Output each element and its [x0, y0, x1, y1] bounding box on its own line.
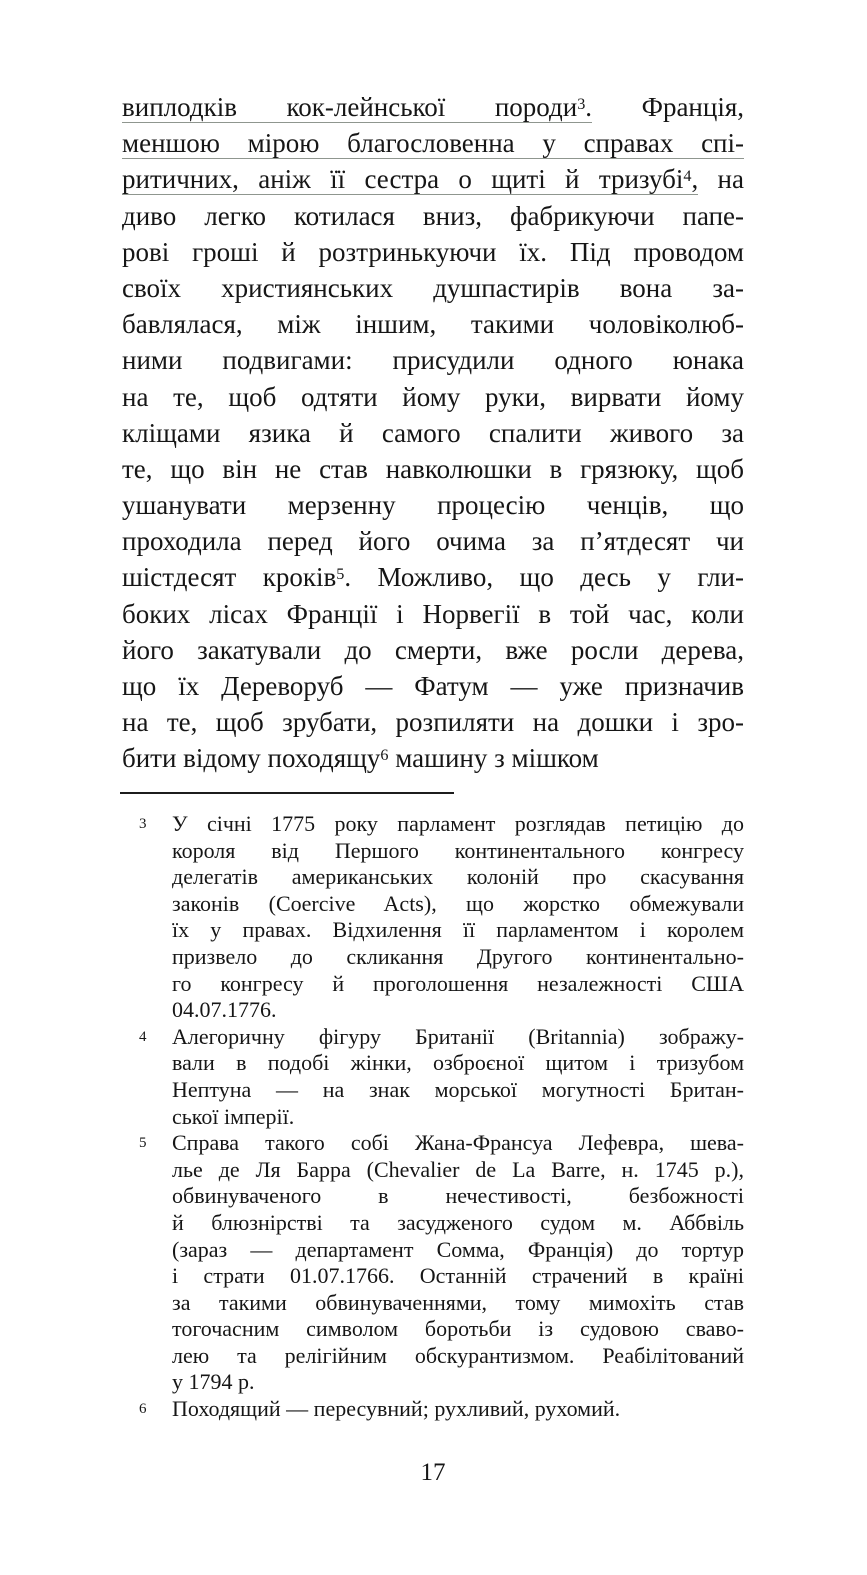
- text-segment: кліщами язика й самого спалити живого за: [122, 417, 744, 448]
- text-segment: машину з мішком: [388, 743, 599, 774]
- footnote-line: лье де Ля Барра (Chevalier de La Barre, н. 1745 р.),: [172, 1156, 744, 1182]
- body-line: [122, 306, 744, 342]
- footnote-reference: 6: [380, 746, 389, 765]
- body-line: [122, 596, 744, 632]
- text-segment: на те, щоб одтяти йому руки, вирвати йому: [122, 381, 744, 412]
- text-segment: те, що він не став навколюшки в грязюку, щоб: [122, 453, 744, 484]
- footnote-line: за такими обвинуваченнями, тому мимохіть став: [172, 1289, 744, 1315]
- footnote-line: го конгресу й проголошення незалежності США: [172, 970, 744, 996]
- footnote-line: (зараз — департамент Сомма, Франція) до тортур: [172, 1236, 744, 1262]
- text-segment: ушанувати мерзенну процесію ченців, що: [122, 490, 744, 521]
- body-line: [122, 379, 744, 415]
- footnote-line: вали в подобі жінки, озброєної щитом і тризубом: [172, 1050, 744, 1076]
- body-line: [122, 668, 744, 704]
- body-line: [122, 740, 744, 776]
- body-line: [122, 415, 744, 451]
- body-line: [122, 198, 744, 234]
- footnote-line: й блюзнірстві та засудженого судом м. Аббвіль: [172, 1209, 744, 1235]
- footnote-line: Справа такого собі Жана-Франсуа Лефевра, шева-: [172, 1130, 744, 1156]
- footnote-line: лею та релігійним обскурантизмом. Реабілітований: [172, 1342, 744, 1368]
- footnote-line: Алегоричну фігуру Британії (Britannia) зображу-: [172, 1023, 744, 1049]
- text-segment: меншою мірою благословенна у справах спі-: [122, 128, 744, 159]
- footnote-line: короля від Першого континентального конгресу: [172, 837, 744, 863]
- text-segment: ,: [691, 164, 699, 195]
- footnote-line: ської імперії.: [172, 1103, 295, 1129]
- page-number: 17: [420, 1459, 446, 1486]
- footnote-line: і страти 01.07.1766. Останній страчений в країні: [172, 1263, 744, 1289]
- body-line: [122, 704, 744, 740]
- footnote-marker: 4: [139, 1028, 147, 1045]
- body-line: [122, 89, 744, 125]
- text-segment: шістдесят кроків: [122, 562, 337, 593]
- footnote-line: законів (Coercive Acts), що жорстко обмежували: [172, 890, 744, 916]
- body-line: [122, 234, 744, 270]
- footnote-separator: [120, 792, 454, 794]
- footnote-line: їх у правах. Відхилення її парламентом і королем: [172, 917, 744, 943]
- text-segment: проходила перед його очима за п’ятдесят чи: [122, 526, 744, 557]
- footnote-marker: 6: [139, 1401, 147, 1418]
- text-segment: виплодків кок-лейнської породи: [122, 92, 578, 122]
- body-line: [122, 342, 744, 378]
- footnote: [139, 811, 744, 1024]
- body-line: [122, 161, 744, 197]
- body-line: [122, 451, 744, 487]
- footnote-reference: 5: [336, 565, 345, 584]
- text-segment: боких лісах Франції і Норвегії в той час, коли: [122, 598, 744, 629]
- footnote-line: у 1794 р.: [172, 1369, 255, 1395]
- footnote-line: Нептуна — на знак морської могутності Британ-: [172, 1076, 744, 1102]
- text-segment: своїх християнських душпастирів вона за-: [122, 272, 744, 303]
- footnote-line: 04.07.1776.: [172, 997, 277, 1023]
- footnote-line: делегатів американських колоній про скасування: [172, 864, 744, 890]
- text-segment: Франція,: [592, 92, 744, 122]
- text-segment: бавлялася, між іншим, такими чоловіколюб-: [122, 309, 744, 340]
- footnote-marker: 3: [139, 816, 147, 832]
- body-paragraph: [122, 89, 744, 777]
- text-segment: на те, щоб зрубати, розпиляти на дошки і зро-: [122, 707, 744, 738]
- footnote-line: обвинуваченого в нечестивості, безбожності: [172, 1183, 744, 1209]
- text-segment: на: [698, 164, 744, 195]
- footnote-marker: 5: [139, 1135, 147, 1152]
- footnote-line: Походящий — пересувний; рухливий, рухомий.: [172, 1396, 621, 1422]
- footnote-line: призвело до скликання Другого континентально-: [172, 943, 744, 969]
- body-line: [122, 487, 744, 523]
- footnote-line: тогочасним символом боротьби із судовою сваво-: [172, 1316, 744, 1342]
- footnotes-section: [139, 811, 744, 1423]
- body-line: [122, 632, 744, 668]
- body-line: [122, 523, 744, 559]
- text-segment: бити відому походящу: [122, 743, 381, 774]
- footnote-line: У січні 1775 року парламент розглядав петицію до: [172, 811, 744, 836]
- footnote: [139, 1023, 744, 1130]
- footnote-reference: 4: [683, 164, 691, 195]
- text-segment: .: [585, 92, 593, 122]
- text-segment: що їх Дереворуб — Фатум — уже призначив: [122, 671, 744, 701]
- body-line: [122, 270, 744, 306]
- text-segment: рові гроші й розтринькуючи їх. Під проводом: [122, 236, 744, 267]
- text-segment: диво легко котилася вниз, фабрикуючи папе-: [122, 200, 744, 231]
- body-line: [122, 125, 744, 161]
- footnote: [139, 1130, 744, 1396]
- text-segment: . Можливо, що десь у гли-: [344, 562, 744, 593]
- footnote: [139, 1396, 744, 1423]
- text-segment: його закатували до смерти, вже росли дерева,: [122, 634, 744, 665]
- text-segment: ними подвигами: присудили одного юнака: [122, 345, 744, 376]
- body-line: [122, 559, 744, 595]
- footnote-reference: 3: [577, 92, 585, 123]
- text-segment: ритичних, аніж її сестра о щиті й тризубі: [122, 164, 684, 195]
